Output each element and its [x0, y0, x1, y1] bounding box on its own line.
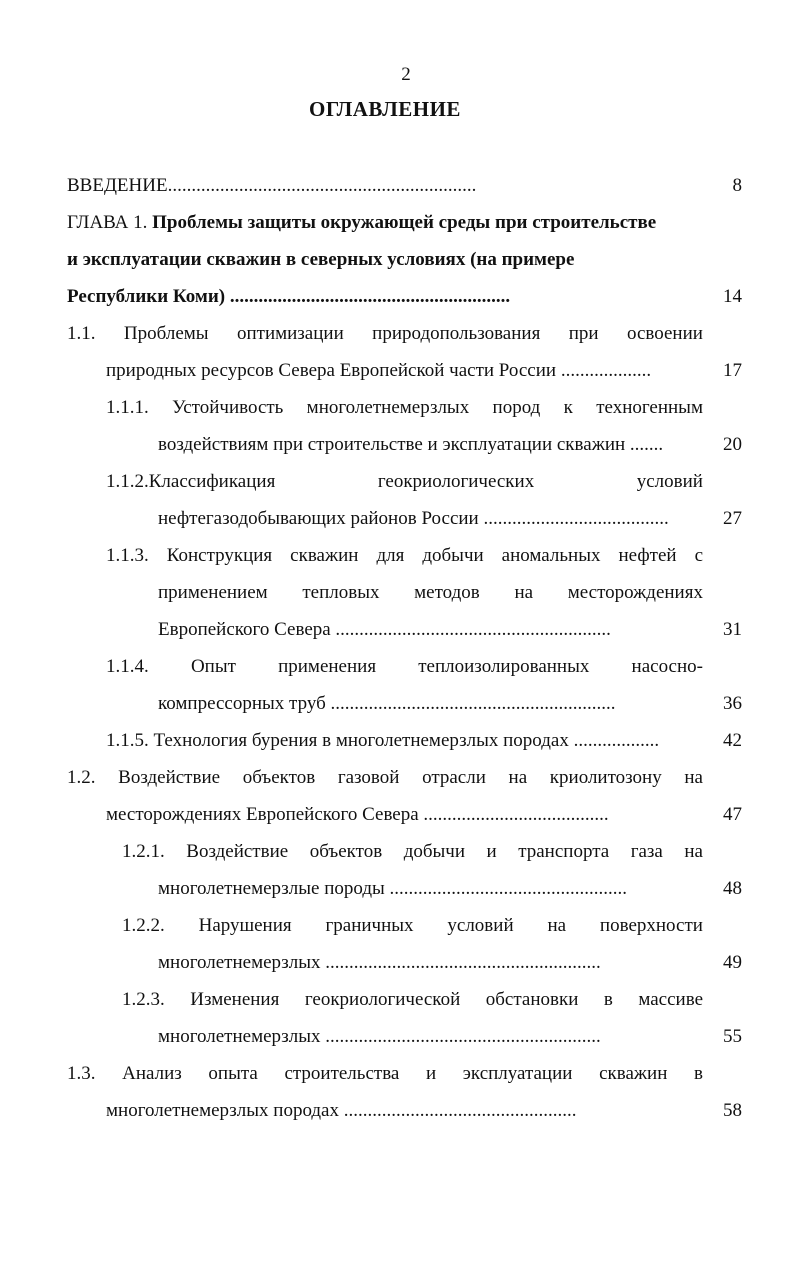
toc-entry-1-1-3 — [106, 542, 703, 570]
toc-entry-1-2-1-line-2: многолетнемерзлые породы .................................................. — [158, 878, 628, 899]
toc-entry-1-2 — [67, 764, 703, 792]
w: 1.1.3. — [106, 545, 149, 566]
toc-entry-1-2-3 — [122, 986, 703, 1014]
chapter-title-line-1: Проблемы защиты окружающей среды при строительстве — [152, 212, 657, 233]
page-number: 2 — [401, 64, 411, 85]
w: аномальных — [501, 545, 601, 566]
w: Конструкция — [166, 545, 273, 566]
w: 1.1. — [67, 323, 96, 344]
w: Воздействие — [118, 767, 221, 788]
toc-entry-1-1-2 — [106, 468, 703, 496]
toc-entry-1-2-3-line-2: многолетнемерзлых .......................................................... — [158, 1026, 601, 1047]
w: поверхности — [599, 915, 703, 936]
toc-entry-1-3-line-2: многолетнемерзлых породах ................................................. — [106, 1100, 577, 1121]
w: строительства — [284, 1063, 400, 1084]
w: 1.2.2. — [122, 915, 165, 936]
toc-entry-1-1-4-line-2: компрессорных труб ............................................................ — [158, 693, 616, 714]
w: 1.1.1. — [106, 397, 149, 418]
w: отрасли — [422, 767, 486, 788]
w: геокриологической — [304, 989, 461, 1010]
toc-entry-1-2-1 — [122, 838, 703, 866]
w: оптимизации — [236, 323, 344, 344]
w: 1.2.1. — [122, 841, 165, 862]
chapter-label: ГЛАВА 1. — [67, 212, 148, 233]
w: 1.1.4. — [106, 656, 149, 677]
w: на — [547, 915, 567, 936]
toc-page-1-2: 47 — [723, 804, 742, 825]
w: насосно- — [631, 656, 703, 677]
toc-page-1-1-2: 27 — [723, 508, 742, 529]
w: объектов — [242, 767, 316, 788]
w: Анализ — [122, 1063, 182, 1084]
w: условий — [447, 915, 514, 936]
w: в — [603, 989, 613, 1010]
w: теплоизолированных — [418, 656, 590, 677]
w: освоении — [627, 323, 703, 344]
w: к — [563, 397, 573, 418]
toc-page-chapter-1: 14 — [723, 286, 742, 307]
toc-entry-1-1 — [67, 320, 703, 348]
w: 1.1.2.Классификация — [106, 471, 276, 492]
toc-entry-1-2-line-2: месторождениях Европейского Севера ....................................... — [106, 804, 609, 825]
w: в — [693, 1063, 703, 1084]
toc-entry-1-1-line-2: природных ресурсов Севера Европейской части России ................... — [106, 360, 652, 381]
toc-entry-chapter-1 — [67, 209, 656, 237]
w: криолитозону — [549, 767, 662, 788]
w: месторождениях — [567, 582, 703, 603]
toc-page-1-3: 58 — [723, 1100, 742, 1121]
w: Проблемы — [123, 323, 209, 344]
toc-page-1-1-1: 20 — [723, 434, 742, 455]
w: применения — [278, 656, 377, 677]
toc-entry-1-1-5: 1.1.5. Технология бурения в многолетнемерзлых породах .................. — [106, 730, 660, 751]
w: граничных — [325, 915, 414, 936]
w: скважин — [290, 545, 359, 566]
toc-page-1-1-4: 36 — [723, 693, 742, 714]
w: добычи — [403, 841, 466, 862]
toc-entry-1-1-1-line-2: воздействиям при строительстве и эксплуатации скважин ....... — [158, 434, 664, 455]
toc-title: ОГЛАВЛЕНИЕ — [309, 97, 461, 121]
w: на — [684, 767, 703, 788]
toc-entry-1-1-4 — [106, 653, 703, 681]
w: добычи — [422, 545, 484, 566]
w: с — [694, 545, 703, 566]
w: при — [568, 323, 599, 344]
toc-page-1-2-3: 55 — [723, 1026, 742, 1047]
w: Воздействие — [186, 841, 289, 862]
w: применением — [158, 582, 268, 603]
toc-page-1-2-1: 48 — [723, 878, 742, 899]
w: Нарушения — [198, 915, 292, 936]
w: эксплуатации — [462, 1063, 573, 1084]
w: тепловых — [302, 582, 380, 603]
w: объектов — [309, 841, 383, 862]
w: на — [508, 767, 528, 788]
w: геокриологических — [377, 471, 535, 492]
w: нефтей — [618, 545, 677, 566]
w: и — [486, 841, 497, 862]
toc-entry-1-2-2-line-2: многолетнемерзлых .......................................................... — [158, 952, 601, 973]
toc-entry-1-3 — [67, 1060, 703, 1088]
toc-page-1-1: 17 — [723, 360, 742, 381]
w: и — [425, 1063, 437, 1084]
chapter-title-line-3: Республики Коми) ........................................................... — [67, 286, 511, 307]
w: опыта — [208, 1063, 258, 1084]
toc-page-1-1-5: 42 — [723, 730, 742, 751]
w: пород — [492, 397, 541, 418]
w: 1.2.3. — [122, 989, 165, 1010]
w: методов — [414, 582, 480, 603]
w: для — [376, 545, 405, 566]
toc-entry-1-1-3-line-2 — [158, 579, 703, 607]
toc-entry-1-1-3-line-3: Европейского Севера .......................................................... — [158, 619, 611, 640]
w: на — [514, 582, 534, 603]
w: Устойчивость — [172, 397, 284, 418]
w: Опыт — [190, 656, 236, 677]
chapter-title-line-2: и эксплуатации скважин в северных условиях (на примере — [67, 249, 575, 270]
w: обстановки — [485, 989, 579, 1010]
toc-entry-1-1-1 — [106, 394, 703, 422]
w: многолетнемерзлых — [306, 397, 470, 418]
w: условий — [636, 471, 703, 492]
w: Изменения — [190, 989, 280, 1010]
toc-page-intro: 8 — [732, 175, 742, 196]
w: техногенным — [596, 397, 703, 418]
w: на — [684, 841, 703, 862]
toc-entry-intro: ВВЕДЕНИЕ................................................................. — [67, 175, 477, 196]
w: массиве — [638, 989, 703, 1010]
toc-page-1-1-3: 31 — [723, 619, 742, 640]
w: газовой — [337, 767, 400, 788]
w: природопользования — [372, 323, 541, 344]
toc-entry-1-2-2 — [122, 912, 703, 940]
w: скважин — [599, 1063, 668, 1084]
w: газа — [630, 841, 663, 862]
toc-page-1-2-2: 49 — [723, 952, 742, 973]
w: 1.2. — [67, 767, 96, 788]
toc-entry-1-1-2-line-2: нефтегазодобывающих районов России ....................................... — [158, 508, 669, 529]
w: 1.3. — [67, 1063, 96, 1084]
w: транспорта — [518, 841, 610, 862]
